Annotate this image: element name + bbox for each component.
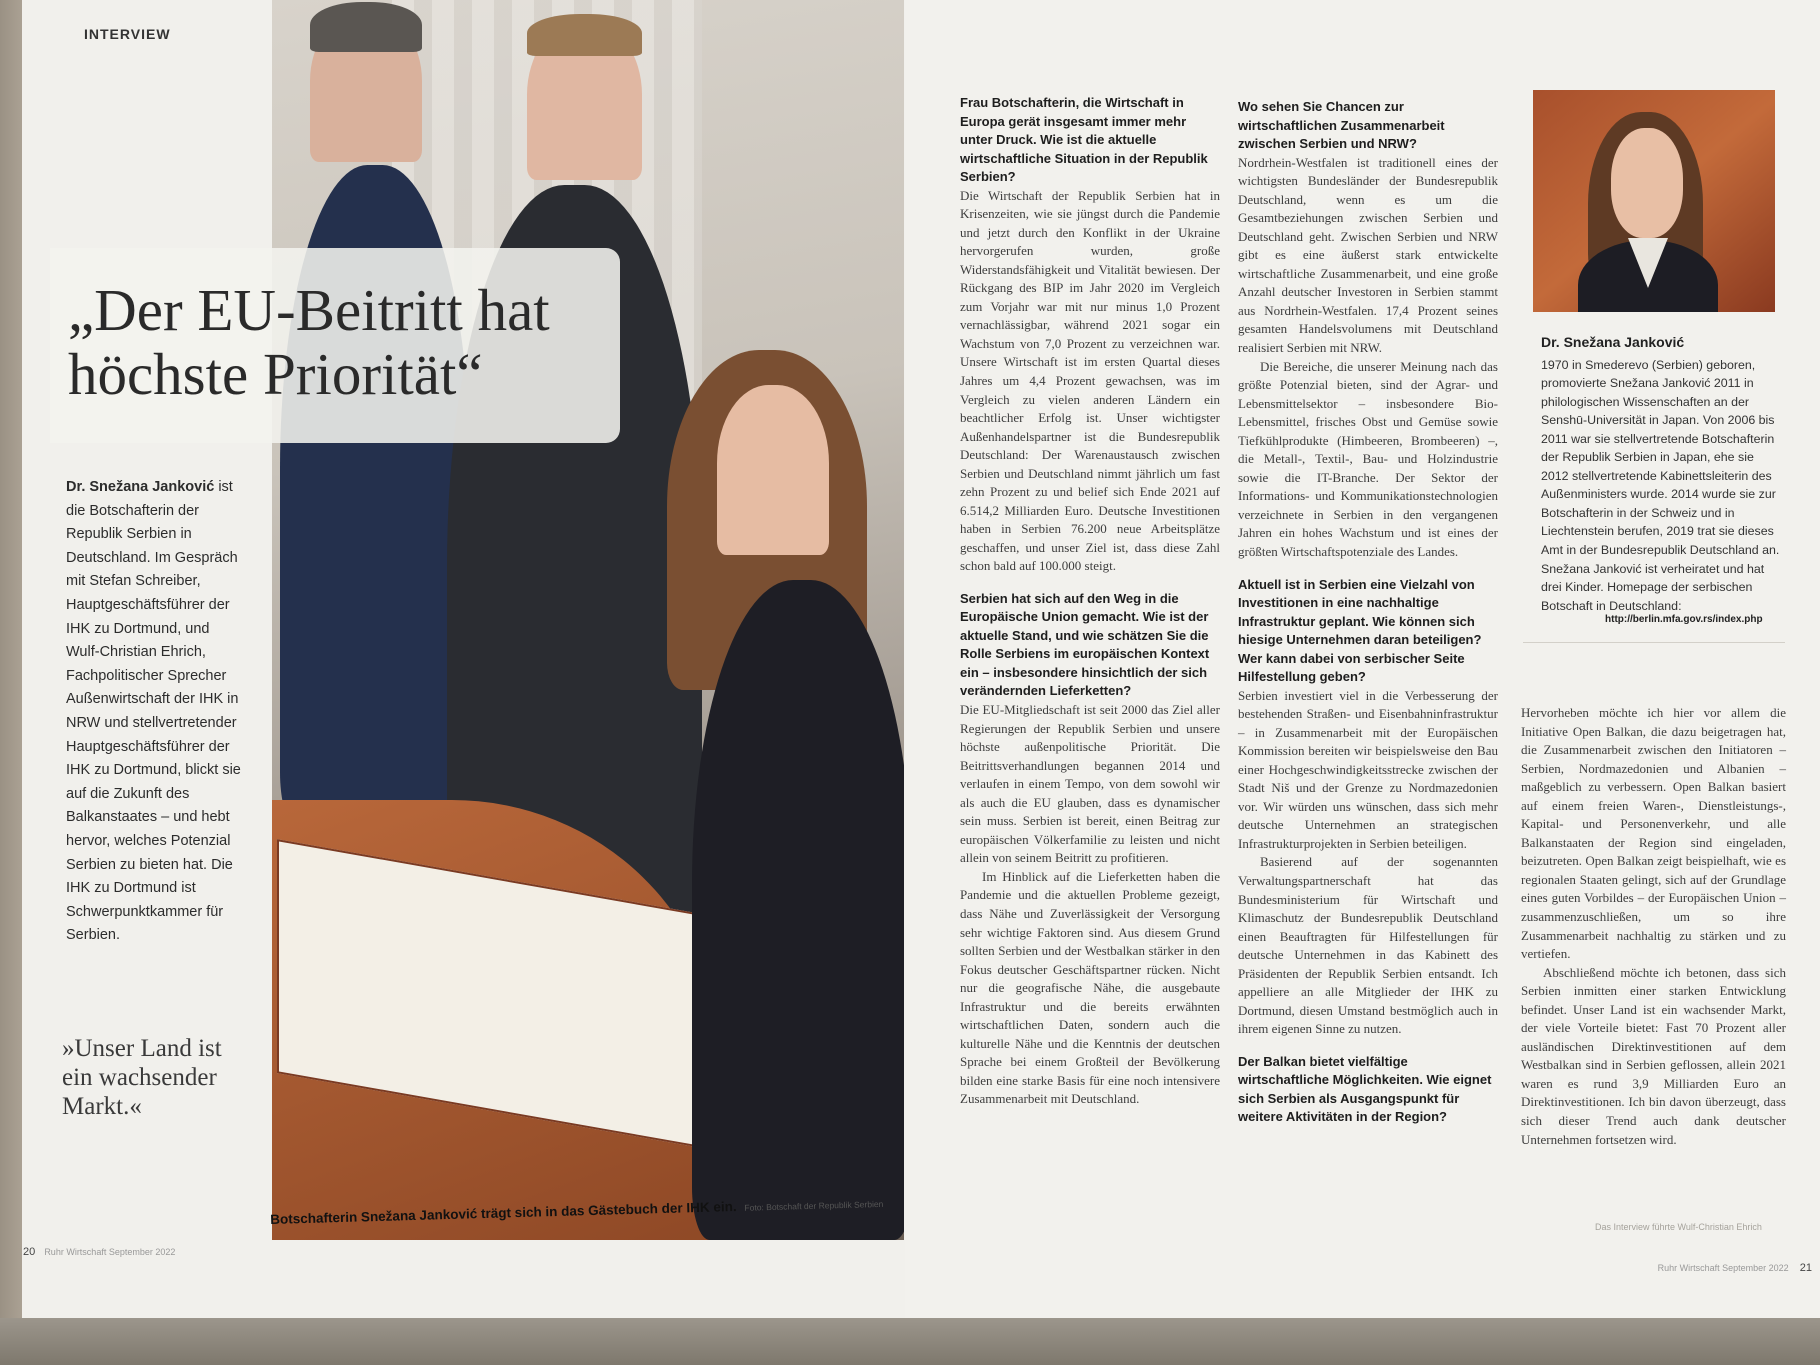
question-3: Wo sehen Sie Chancen zur wirtschaftlichen Zusammenarbeit zwischen Serbien und NRW? — [1238, 99, 1445, 151]
question-4: Aktuell ist in Serbien eine Vielzahl von Investitionen in eine nachhaltige Infrastruktur geplant. Wie können sich hiesige Unternehmen daran beteiligen? Wer kann dabei von serbischer Seite Hilfestellung geben? — [1238, 576, 1482, 685]
article-column-3 — [1521, 704, 1786, 1149]
ambassador-portrait — [1533, 90, 1775, 312]
question-1: Frau Botschafterin, die Wirtschaft in Europa gerät insgesamt immer mehr unter Druck. Wie ist die aktuelle wirtschaftliche Situation in der Republik Serbien? — [960, 95, 1208, 184]
answer-5b: Abschließend möchte ich betonen, dass sich Serbien inmitten einer starken Entwicklung befindet. Unser Land ist ein wachsender Markt, der viele Vorteile bietet: Fast 70 Prozent aller ausländischen Direktinvestitionen auf dem Westbalkan sind in Serbien geflossen, allein 2021 waren es rund 3,9 Milliarden Euro an Direktinvestitionen. Ich bin davon überzeugt, dass sich dieser Trend auch dank deutscher Unternehmen fortsetzen wird. — [1521, 964, 1786, 1147]
page-number-right: 21 — [1799, 1262, 1812, 1274]
page-number-left: 20 — [23, 1246, 36, 1258]
question-5: Der Balkan bietet vielfältige wirtschaftliche Möglichkeiten. Wie eignet sich Serbien als Ausgangspunkt für weitere Aktivitäten in der Region? — [1238, 1053, 1492, 1125]
embassy-url: http://berlin.mfa.gov.rs/index.php — [1605, 614, 1763, 625]
portrait-name: Dr. Snežana Janković — [1541, 334, 1685, 350]
answer-3: Nordrhein-Westfalen ist traditionell eines der wichtigsten Bundesländer der Bundesrepublik Deutschland, wenn es um die Gesamtbeziehungen zwischen Serbien und Deutschland geht. Zwischen Serbien und NRW gibt es eine äußerst stark entwickelte wirtschaftliche Zusammenarbeit, und eine große Anzahl deutscher Investoren in Serbien stammt aus Nordrhein-Westfalen. 17,4 Prozent seines gesamten Handelsvolumens mit Deutschland realisiert Serbien mit NRW. — [1238, 154, 1498, 355]
photo-credit: Foto: Botschaft der Republik Serbien — [744, 1198, 884, 1213]
portrait-bio-text: 1970 in Smederevo (Serbien) geboren, promovierte Snežana Janković 2011 in philologischen Wissenschaften an der Senshū-Universität in Japan. Von 2006 bis 2011 war sie stellvertretende Botschafterin der Republik Serbien in Japan, ehe sie 2012 stellvertretende Kabinettsleiterin des Außenministers wurde. 2014 wurde sie zur Botschafterin in der Schweiz und in Liechtenstein berufen, 2019 trat sie dieses Amt in der Bundesrepublik Deutschland an. Snežana Janković ist verheiratet und hat drei Kinder. Homepage der serbischen Botschaft in Deutschland: — [1541, 357, 1780, 613]
question-2: Serbien hat sich auf den Weg in die Europäische Union gemacht. Wie ist der aktuelle Stand, und wie schätzen Sie die Rolle Serbiens im europäischen Kontext ein – insbesondere hinsichtlich der sich verändernden Lieferketten? — [960, 590, 1210, 699]
ambassador-head — [717, 385, 829, 555]
divider — [1523, 642, 1785, 643]
article-column-2 — [1238, 98, 1498, 1127]
side-quote: »Unser Land ist ein wachsender Markt.« — [62, 1035, 222, 1120]
magazine-name-left: Ruhr Wirtschaft September 2022 — [44, 1247, 176, 1257]
man-center-hair — [527, 14, 642, 56]
answer-4b: Basierend auf der sogenannten Verwaltungspartnerschaft hat das Bundesministerium für Wirtschaft und Klimaschutz der Bundesrepublik Deutschland einen Beauftragten für Hilfestellungen für deutsche Unternehmen in das Kabinett des Präsidenten der Republik Serbien entsandt. Ich appelliere an alle Mitglieder der IHK zu Dortmund, diesen Umstand bestmöglich auch in ihrem eigenen Sinne zu nutzen. — [1238, 854, 1498, 1037]
interview-credit: Das Interview führte Wulf-Christian Ehrich — [1595, 1222, 1762, 1232]
intro-text — [66, 476, 246, 948]
answer-5: Hervorheben möchte ich hier vor allem die Initiative Open Balkan, die dazu beigetragen hat, die Zusammenarbeit zwischen den Initiatoren – Serbien, Nordmazedonien und Albanien – maßgeblich zu verbessern. Open Balkan basiert auf einem freien Waren-, Dienstleistungs-, Kapital- und Personenverkehr, und alle Balkanstaaten der Region sind eingeladen, beizutreten. Open Balkan zeigt beispielhaft, wie es regionalen Staaten gelingt, sich auf der Grundlage eines guten Vorbildes – der Europäischen Union – zusammenzuschließen, um so ihre Zusammenarbeit nachhaltig zu stärken und zu vertiefen. — [1521, 705, 1786, 962]
answer-2: Die EU-Mitgliedschaft ist seit 2000 das Ziel aller Regierungen der Republik Serbien und unsere höchste außenpolitische Priorität. Die Beitrittsverhandlungen begannen 2014 und verlaufen in einem Tempo, von dem sowohl wir als auch die EU glauben, dass es dynamischer sein muss. Serbien ist bereit, einen Beitrag zur europäischen Völkerfamilie zu leisten und nicht allein von seinem Beitritt zu profitieren. — [960, 701, 1220, 866]
folio-left — [23, 1246, 175, 1258]
man-left-hair — [310, 2, 422, 52]
caption-text: Botschafterin Snežana Janković trägt sich in das Gästebuch der IHK ein. — [270, 1198, 737, 1227]
intro-name: Dr. Snežana Janković — [66, 479, 215, 495]
headline: „Der EU-Beitritt hat höchste Priorität“ — [68, 277, 550, 407]
answer-1: Die Wirtschaft der Republik Serbien hat in Krisenzeiten, wie sie jüngst durch die Pandemie und jetzt durch den Konflikt in der Ukraine hervorgerufen wurden, große Widerstandsfähigkeit und Vitalität bewiesen. Der Rückgang des BIP im Jahr 2020 im Vergleich zum Vorjahr war mit nur minus 1,0 Prozent vernachlässigbar, während 2021 sogar ein Wachstum von 7,0 Prozent zu verzeichnen war. Unsere Wirtschaft ist im ersten Quartal dieses Jahres um 4,4 Prozent gewachsen, was im Vergleich zu vielen anderen Ländern ein beachtlicher Erfolg ist. Unser wichtigster Außenhandelspartner ist die Bundesrepublik Deutschland: Der Warenaustausch zwischen Serbien und Deutschland nimmt jährlich um fast zehn Prozent zu und belief sich Ende 2021 auf 6.514,2 Milliarden Euro. Deutsche Investitionen haben in Serbien 76.200 neue Arbeitsplätze geschaffen, und unser Ziel ist, dass diese Zahl schon bald auf 100.000 steigt. — [960, 187, 1220, 574]
intro-body: ist die Botschafterin der Republik Serbien in Deutschland. Im Gespräch mit Stefan Schreiber, Hauptgeschäftsführer der IHK zu Dortmund, und Wulf-Christian Ehrich, Fachpolitischer Sprecher Außenwirtschaft der IHK in NRW und stellvertretender Hauptgeschäftsführer der IHK zu Dortmund, blickt sie auf die Zukunft des Balkanstaates – und hebt hervor, welches Potenzial Serbien zu bieten hat. Die IHK zu Dortmund ist Schwerpunktkammer für Serbien. — [66, 479, 241, 944]
main-photo — [272, 0, 904, 1240]
answer-2b: Im Hinblick auf die Lieferketten haben die Pandemie und die aktuellen Probleme gezeigt, dass Nähe und Zuverlässigkeit der Versorgung sehr wichtige Faktoren sind. Aus diesem Grund sollten Serbien und der Westbalkan stärker in den Fokus deutscher Geschäftspartner rücken. Nicht nur die geografische Nähe, die ausgebaute Infrastruktur und die bereits erwähnten wirtschaftlichen Daten, sondern auch die kulturelle Nähe und die Kenntnis der deutschen Sprache bei einem Großteil der Bevölkerung bilden eine starke Basis für eine noch intensivere Zusammenarbeit mit Deutschland. — [960, 868, 1220, 1107]
table-surface — [0, 1318, 1820, 1365]
article-column-1 — [960, 94, 1220, 1109]
folio-right — [1658, 1262, 1812, 1274]
answer-3b: Die Bereiche, die unserer Meinung nach das größte Potenzial bieten, sind der Agrar- und Lebensmittelsektor – insbesondere Bio-Lebensmittel, frisches Obst und Gemüse sowie Tiefkühlprodukte (Himbeeren, Brombeeren) –, die Metall-, Textil-, Bau- und Holzindustrie sowie die IT-Branche. Der Sektor der Informations- und Kommunikationstechnologien verzeichnete in Serbien in den vergangenen Jahren ein hohes Wachstum und ist eines der größten Wirtschaftspotenziale des Landes. — [1238, 358, 1498, 559]
portrait-bio — [1541, 333, 1781, 615]
portrait-face — [1611, 128, 1683, 238]
answer-4: Serbien investiert viel in die Verbesserung der bestehenden Straßen- und Eisenbahninfrastruktur – in Zusammenarbeit mit der Europäischen Kommission bereiten wir beispielsweise den Bau einer Hochgeschwindigkeitsstrecke zwischen der Stadt Niš und der Grenze zu Nordmazedonien vor. Wir würden uns wünschen, dass sich mehr deutsche Unternehmen an strategischen Infrastrukturprojekten in Serbien beteiligen. — [1238, 687, 1498, 851]
magazine-name-right: Ruhr Wirtschaft September 2022 — [1657, 1263, 1789, 1273]
ambassador-figure — [692, 580, 904, 1240]
section-label: INTERVIEW — [84, 26, 171, 42]
